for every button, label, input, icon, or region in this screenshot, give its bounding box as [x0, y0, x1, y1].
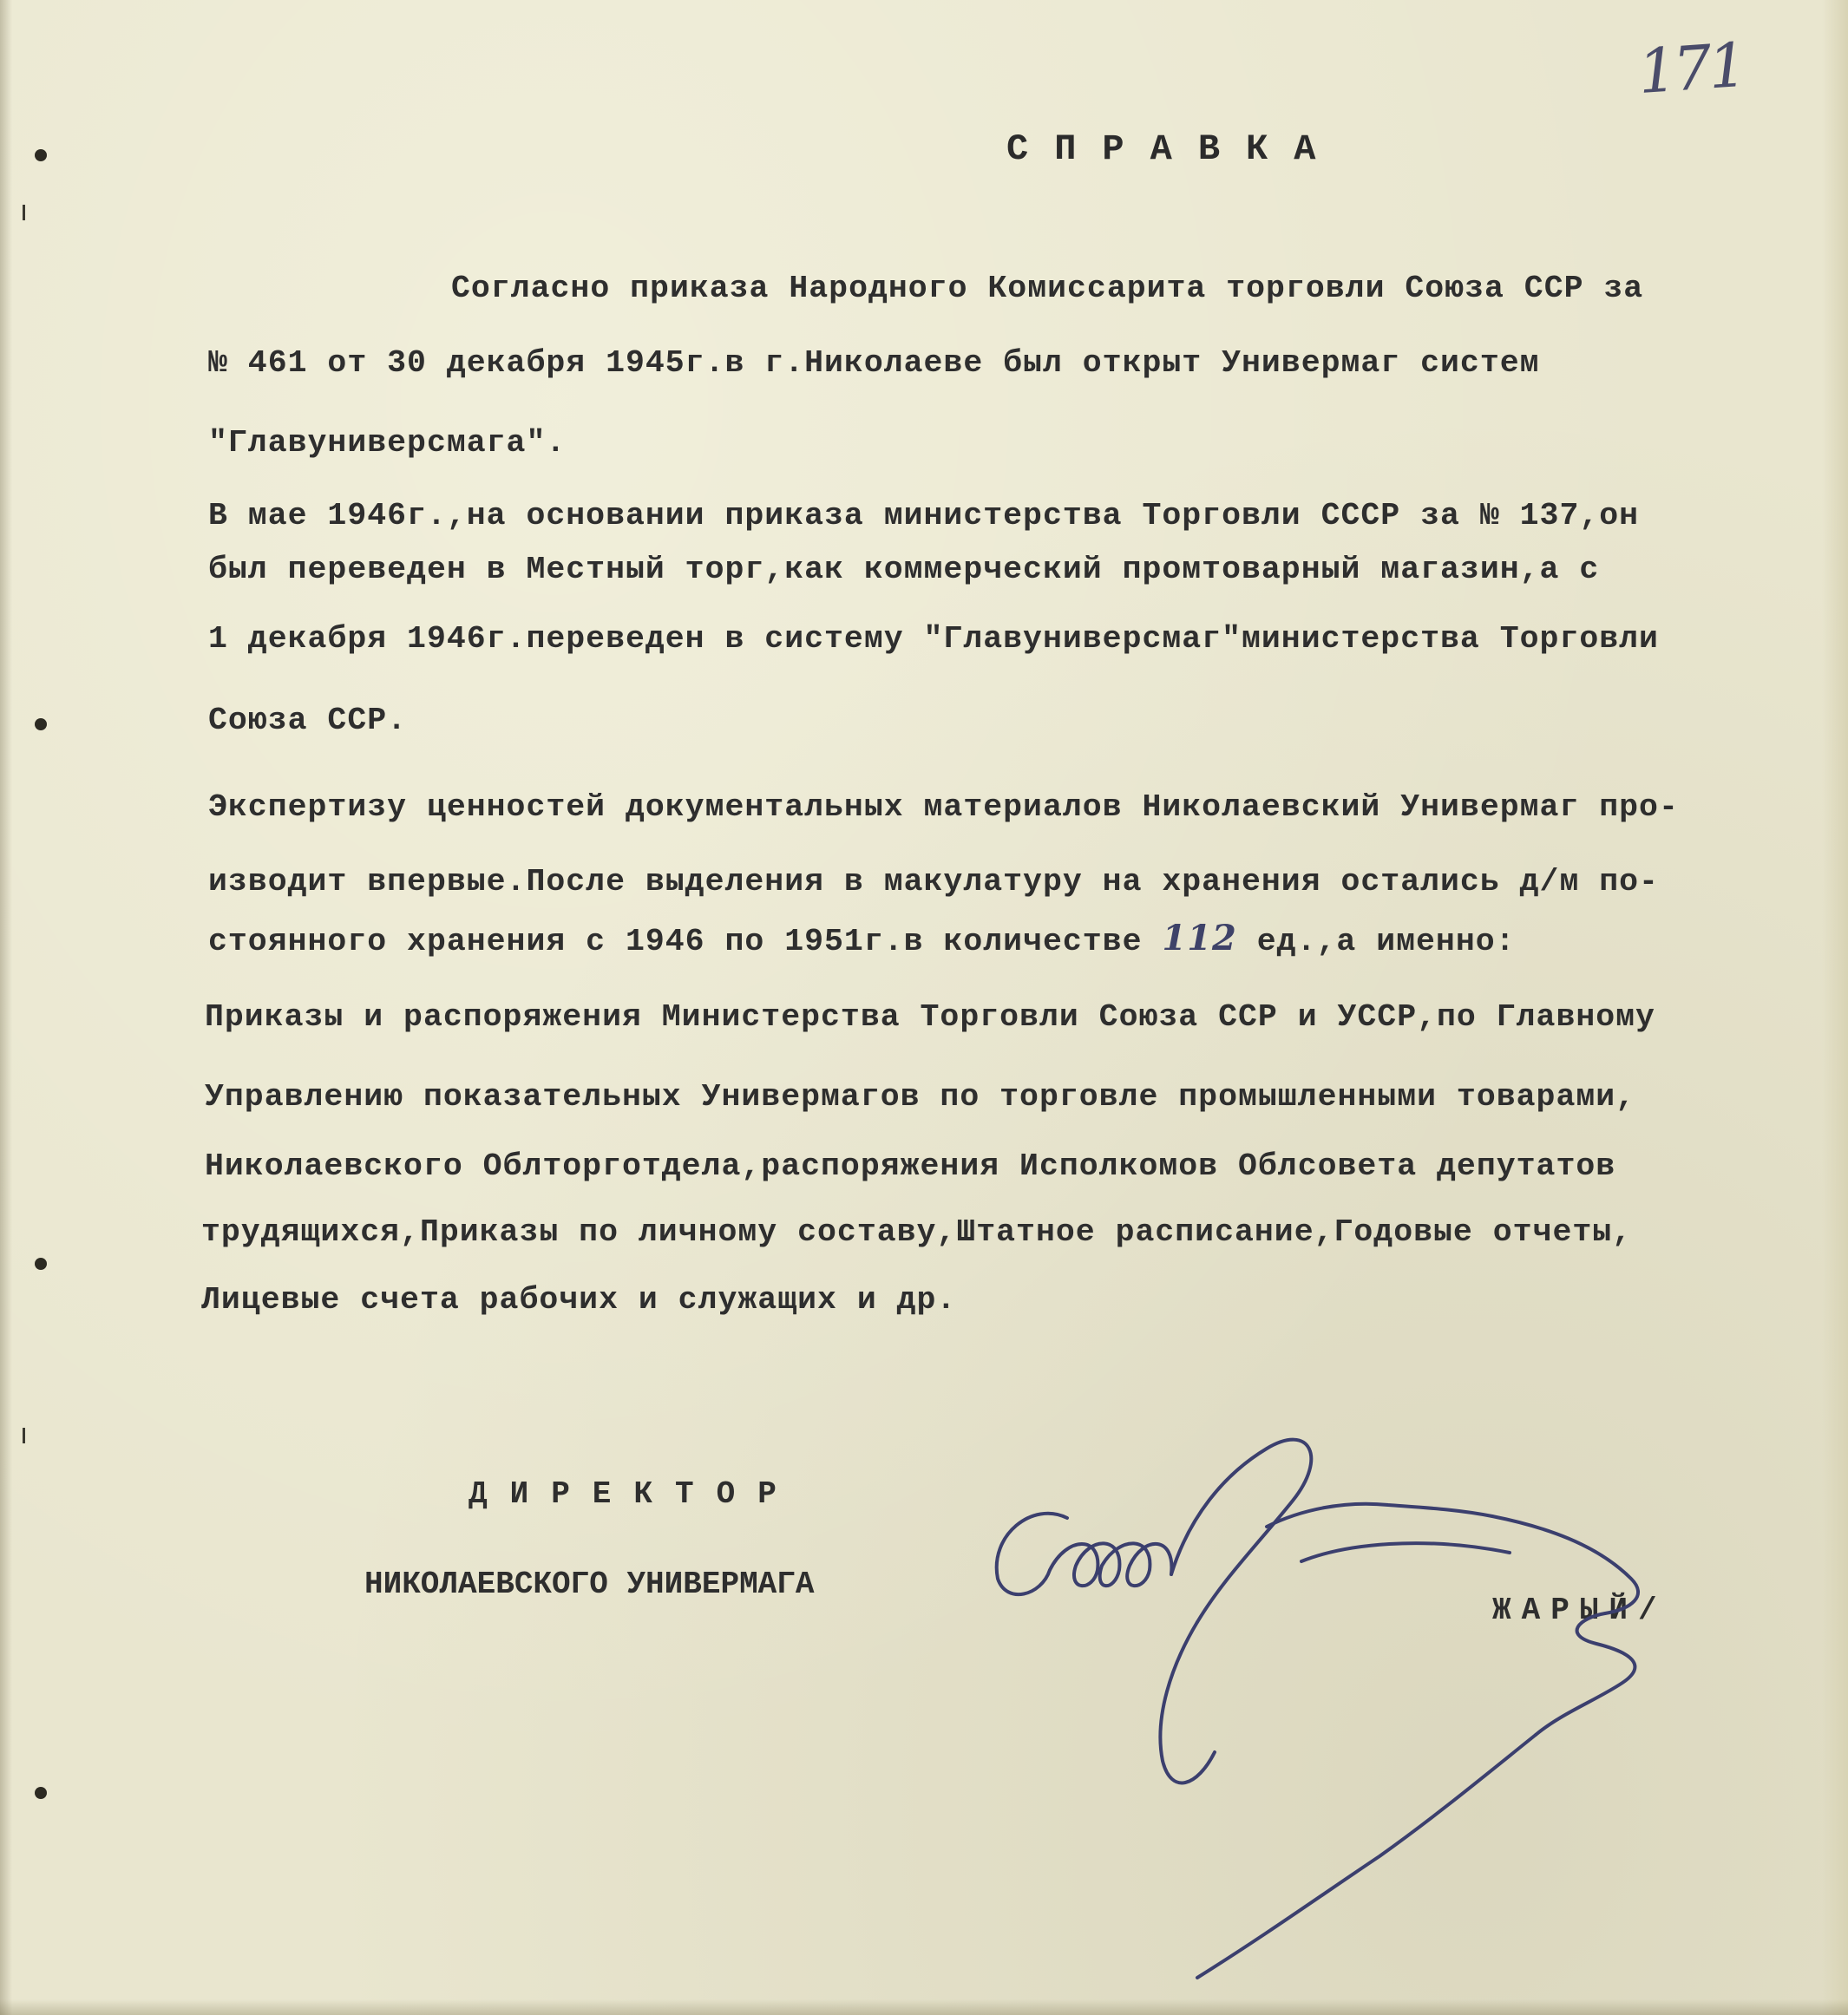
- punch-hole: [35, 1787, 47, 1799]
- folio-number: 171: [1635, 29, 1746, 108]
- document-title: СПРАВКА: [1006, 128, 1342, 170]
- signatory-name: ЖАРЫЙ/: [1492, 1593, 1668, 1628]
- signatory-organization: НИКОЛАЕВСКОГО УНИВЕРМАГА: [364, 1567, 815, 1602]
- page-bottom-edge: [0, 1999, 1848, 2015]
- body-line: был переведен в Местный торг,как коммерческий промтоварный магазин,а с: [208, 552, 1600, 587]
- punch-hole: [35, 149, 47, 161]
- quantity-line-before: стоянного хранения с 1946 по 1951г.в количестве: [208, 924, 1163, 959]
- body-line: № 461 от 30 декабря 1945г.в г.Николаеве был открыт Универмаг систем: [208, 345, 1540, 381]
- body-line: трудящихся,Приказы по личному составу,Штатное расписание,Годовые отчеты,: [201, 1214, 1633, 1250]
- body-line: Союза ССР.: [208, 703, 408, 738]
- body-line: "Главуниверсмага".: [208, 425, 567, 461]
- page-left-shadow: [0, 0, 12, 2015]
- body-line: 1 декабря 1946г.переведен в систему "Главуниверсмаг"министерства Торговли: [208, 621, 1659, 657]
- body-line: Лицевые счета рабочих и служащих и др.: [201, 1282, 957, 1318]
- handwritten-signature: [937, 1405, 1787, 1995]
- body-line: Согласно приказа Народного Комиссарита торговли Союза ССР за: [451, 271, 1644, 306]
- body-line: изводит впервые.После выделения в макулатуру на хранения остались д/м по-: [208, 864, 1659, 900]
- quantity-line: [208, 918, 1516, 959]
- body-line: Управлению показательных Универмагов по торговле промышленными товарами,: [205, 1079, 1636, 1115]
- signatory-title: ДИРЕКТОР: [469, 1476, 799, 1512]
- body-line: Приказы и распоряжения Министерства Торговли Союза ССР и УССР,по Главному: [205, 999, 1655, 1035]
- page-right-edge: [1822, 0, 1848, 2015]
- body-line: В мае 1946г.,на основании приказа министерства Торговли СССР за № 137,он: [208, 498, 1640, 533]
- punch-hole: [35, 718, 47, 730]
- body-line: Николаевского Облторготдела,распоряжения Исполкомов Облсовета депутатов: [205, 1148, 1616, 1184]
- body-line: Экспертизу ценностей документальных материалов Николаевский Универмаг про-: [208, 789, 1679, 825]
- margin-mark: [23, 1428, 30, 1443]
- punch-hole: [35, 1258, 47, 1270]
- quantity-line-after: ед.,а именно:: [1236, 924, 1516, 959]
- margin-mark: [23, 205, 30, 220]
- handwritten-count: 112: [1162, 918, 1237, 958]
